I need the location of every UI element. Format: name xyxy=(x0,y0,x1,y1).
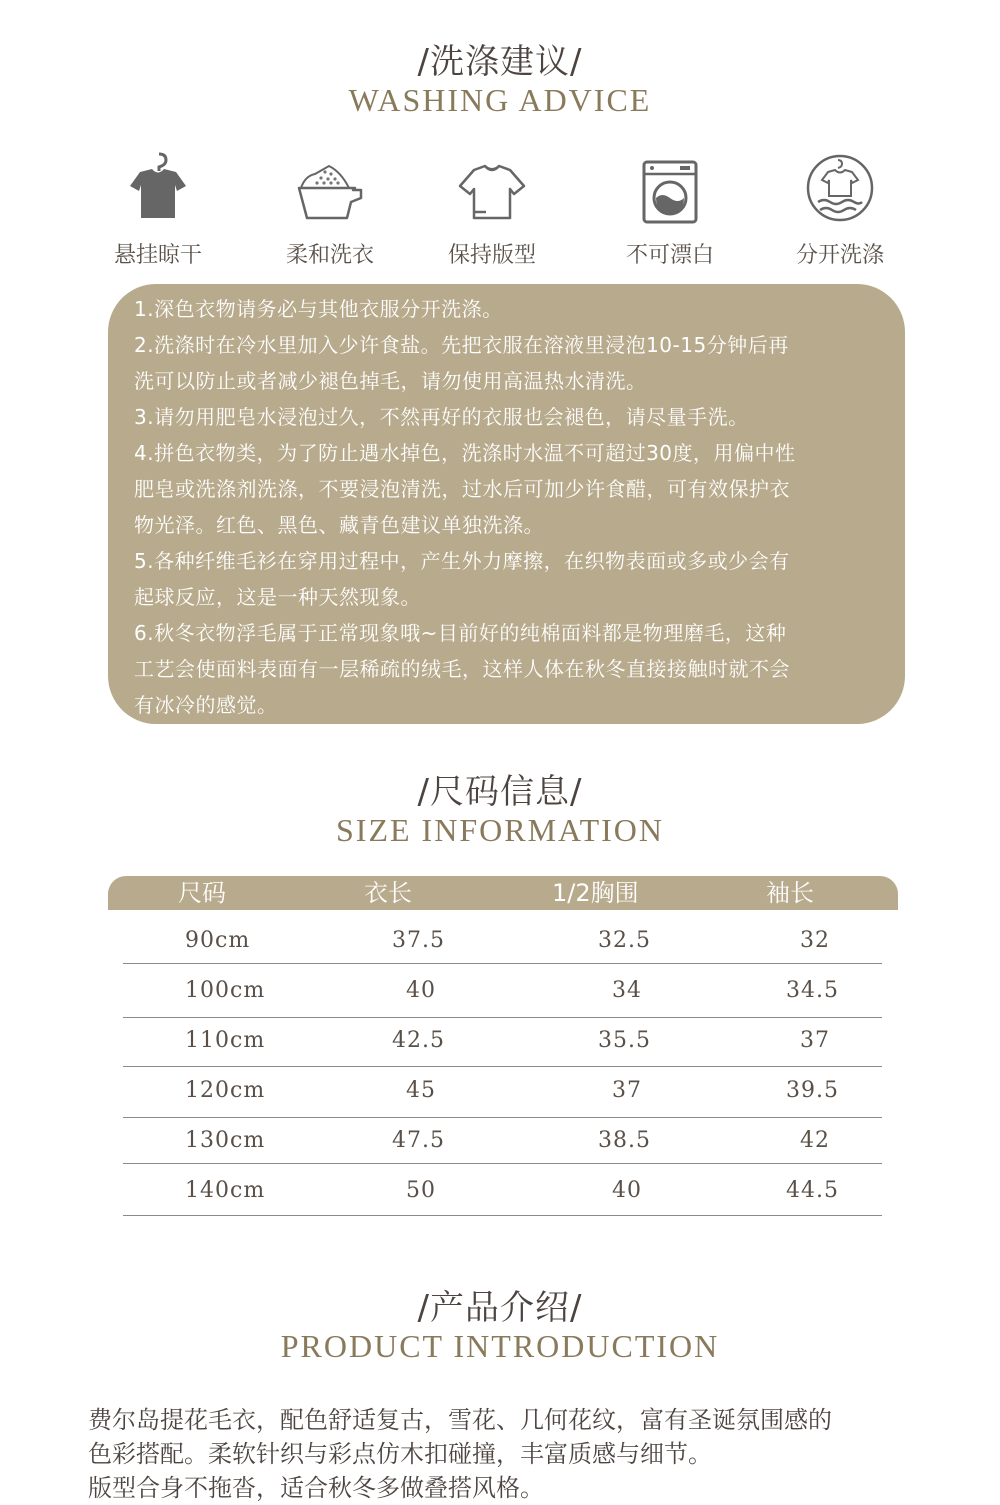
separate-wash-icon xyxy=(804,152,876,224)
advice-line-2: 2.洗涤时在冷水里加入少许食盐。先把衣服在溶液里浸泡10-15分钟后再 xyxy=(134,333,789,357)
row-divider xyxy=(123,963,882,964)
table-cell: 40 xyxy=(612,1178,642,1203)
table-cell: 45 xyxy=(406,1078,436,1103)
table-cell: 44.5 xyxy=(786,1178,839,1203)
product-title-cn: /产品介绍/ xyxy=(417,1288,583,1328)
table-cell: 120cm xyxy=(185,1078,266,1103)
size-title-en: SIZE INFORMATION xyxy=(336,812,664,848)
row-divider xyxy=(123,1017,882,1018)
table-cell: 47.5 xyxy=(392,1128,445,1153)
hanging-dry-icon xyxy=(126,152,190,224)
table-cell: 37 xyxy=(800,1028,830,1053)
table-cell: 39.5 xyxy=(786,1078,839,1103)
advice-line-11: 工艺会使面料表面有一层稀疏的绒毛，这样人体在秋冬直接接触时就不会 xyxy=(134,657,790,681)
keep-shape-icon xyxy=(456,152,528,224)
table-cell: 40 xyxy=(406,978,436,1003)
advice-line-1: 1.深色衣物请务必与其他衣服分开洗涤。 xyxy=(134,297,503,321)
care-item-gentle-wash xyxy=(270,152,390,269)
header-length: 衣长 xyxy=(364,879,412,907)
care-label-no-bleach: 不可漂白 xyxy=(625,243,714,268)
row-divider xyxy=(123,1163,882,1164)
table-cell: 100cm xyxy=(185,978,266,1003)
table-cell: 42.5 xyxy=(392,1028,445,1053)
washing-title-cn: /洗涤建议/ xyxy=(417,42,583,82)
advice-line-9: 起球反应，这是一种天然现象。 xyxy=(134,585,421,609)
table-cell: 37.5 xyxy=(392,928,445,953)
row-divider xyxy=(123,1215,882,1216)
care-item-separate-wash xyxy=(780,152,900,269)
care-label-gentle-wash: 柔和洗衣 xyxy=(285,243,374,268)
care-item-no-bleach xyxy=(610,152,730,269)
row-divider xyxy=(123,1066,882,1067)
product-title-en: PRODUCT INTRODUCTION xyxy=(280,1328,720,1364)
table-cell: 38.5 xyxy=(598,1128,651,1153)
header-sleeve: 袖长 xyxy=(766,879,814,907)
care-label-hanging-dry: 悬挂晾干 xyxy=(113,243,202,268)
washing-title-en: WASHING ADVICE xyxy=(348,82,652,118)
care-label-keep-shape: 保持版型 xyxy=(447,243,536,268)
advice-line-4: 3.请勿用肥皂水浸泡过久，不然再好的衣服也会褪色，请尽量手洗。 xyxy=(134,405,749,429)
advice-line-8: 5.各种纤维毛衫在穿用过程中，产生外力摩擦，在织物表面或多或少会有 xyxy=(134,549,790,573)
advice-line-5: 4.拼色衣物类，为了防止遇水掉色，洗涤时水温不可超过30度，用偏中性 xyxy=(134,441,796,465)
table-cell: 90cm xyxy=(185,928,251,953)
table-cell: 37 xyxy=(612,1078,642,1103)
advice-line-10: 6.秋冬衣物浮毛属于正常现象哦~目前好的纯棉面料都是物理磨毛，这种 xyxy=(134,621,787,645)
table-cell: 130cm xyxy=(185,1128,266,1153)
table-cell: 42 xyxy=(800,1128,830,1153)
table-cell: 34 xyxy=(612,978,642,1003)
row-divider xyxy=(123,1117,882,1118)
product-line-2: 色彩搭配。柔软针织与彩点仿木扣碰撞，丰富质感与细节。 xyxy=(88,1440,712,1468)
table-cell: 32.5 xyxy=(598,928,651,953)
advice-line-6: 肥皂或洗涤剂洗涤，不要浸泡清洗，过水后可加少许食醋，可有效保护衣 xyxy=(134,477,790,501)
advice-line-12: 有冰冷的感觉。 xyxy=(134,693,278,717)
header-half-chest: 1/2胸围 xyxy=(552,879,639,907)
table-cell: 34.5 xyxy=(786,978,839,1003)
product-line-3: 版型合身不拖沓，适合秋冬多做叠搭风格。 xyxy=(88,1474,544,1502)
table-cell: 32 xyxy=(800,928,830,953)
header-size: 尺码 xyxy=(178,879,226,907)
care-item-hanging-dry xyxy=(98,152,218,269)
table-cell: 50 xyxy=(406,1178,436,1203)
no-bleach-icon xyxy=(640,152,700,224)
advice-line-7: 物光泽。红色、黑色、藏青色建议单独洗涤。 xyxy=(134,513,544,537)
table-cell: 140cm xyxy=(185,1178,266,1203)
gentle-wash-icon xyxy=(295,152,365,224)
care-label-separate-wash: 分开洗涤 xyxy=(795,243,884,268)
care-item-keep-shape xyxy=(432,152,552,269)
table-cell: 35.5 xyxy=(598,1028,651,1053)
table-cell: 110cm xyxy=(185,1028,266,1053)
advice-line-3: 洗可以防止或者减少褪色掉毛，请勿使用高温热水清洗。 xyxy=(134,369,647,393)
product-line-1: 费尔岛提花毛衣，配色舒适复古，雪花、几何花纹，富有圣诞氛围感的 xyxy=(88,1406,832,1434)
size-title-cn: /尺码信息/ xyxy=(417,772,583,812)
